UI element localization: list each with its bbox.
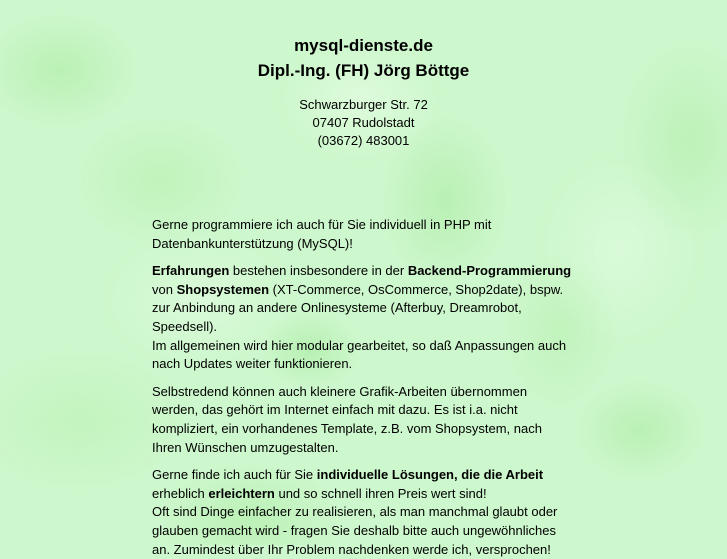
address-city: 07407 Rudolstadt	[312, 115, 415, 130]
paragraph-text: Oft sind Dinge einfacher zu realisieren, als man manchmal glaubt oder glauben gemacht wird - fragen Sie deshalb bitte auch ungewöhnliches an. Zumindest über Ihr Problem nachdenken werde ich, versprochen!	[152, 504, 558, 557]
paragraph-text-bold: Erfahrungen	[152, 263, 230, 279]
paragraph-text: Im allgemeinen wird hier modular gearbeitet, so daß Anpassungen auch nach Updates weiter funktionieren.	[152, 337, 567, 372]
header	[0, 0, 727, 150]
paragraph-text-bold: Shopsystemen	[176, 281, 270, 297]
paragraph-text-bold: erleichtern	[208, 485, 275, 501]
paragraph-text: von	[152, 281, 177, 297]
paragraph-intro	[152, 216, 575, 253]
paragraph-text: und so schnell ihren Preis wert sind!	[274, 485, 487, 501]
paragraph-text: Gerne programmiere ich auch für Sie individuell in PHP mit Datenbankunterstützung (MySQL)!	[152, 217, 492, 251]
phone-number: (03672) 483001	[317, 133, 410, 148]
paragraph-text-bold: individuelle Lösungen, die die Arbeit	[316, 467, 544, 483]
address-block	[0, 96, 727, 150]
site-title: mysql-dienste.de	[294, 36, 433, 55]
paragraph-text: erheblich	[152, 485, 209, 501]
paragraph-text: Gerne finde ich auch für Sie	[152, 467, 317, 483]
main-content	[152, 216, 575, 559]
paragraph-text: (XT-Commerce, OsCommerce, Shop2date), bspw. zur Anbindung an andere Onlinesysteme (Afterbuy, Dreamrobot, Speedsell).	[152, 281, 564, 334]
paragraph-text: Selbstredend können auch kleinere Grafik-Arbeiten übernommen werden, das gehört im Internet einfach mit dazu. Es ist i.a. nicht kompliziert, ein vorhandenes Template, z.B. vom Shopsystem, nach Ihren Wünschen umzugestalten.	[152, 383, 542, 455]
paragraph-experience	[152, 262, 575, 374]
paragraph-graphics	[152, 383, 575, 457]
paragraph-text-bold: Backend-Programmierung	[407, 263, 572, 279]
paragraph-text: bestehen insbesondere in der	[229, 263, 408, 279]
address-street: Schwarzburger Str. 72	[299, 97, 428, 112]
paragraph-solutions	[152, 466, 575, 559]
owner-name: Dipl.-Ing. (FH) Jörg Böttge	[257, 61, 470, 80]
